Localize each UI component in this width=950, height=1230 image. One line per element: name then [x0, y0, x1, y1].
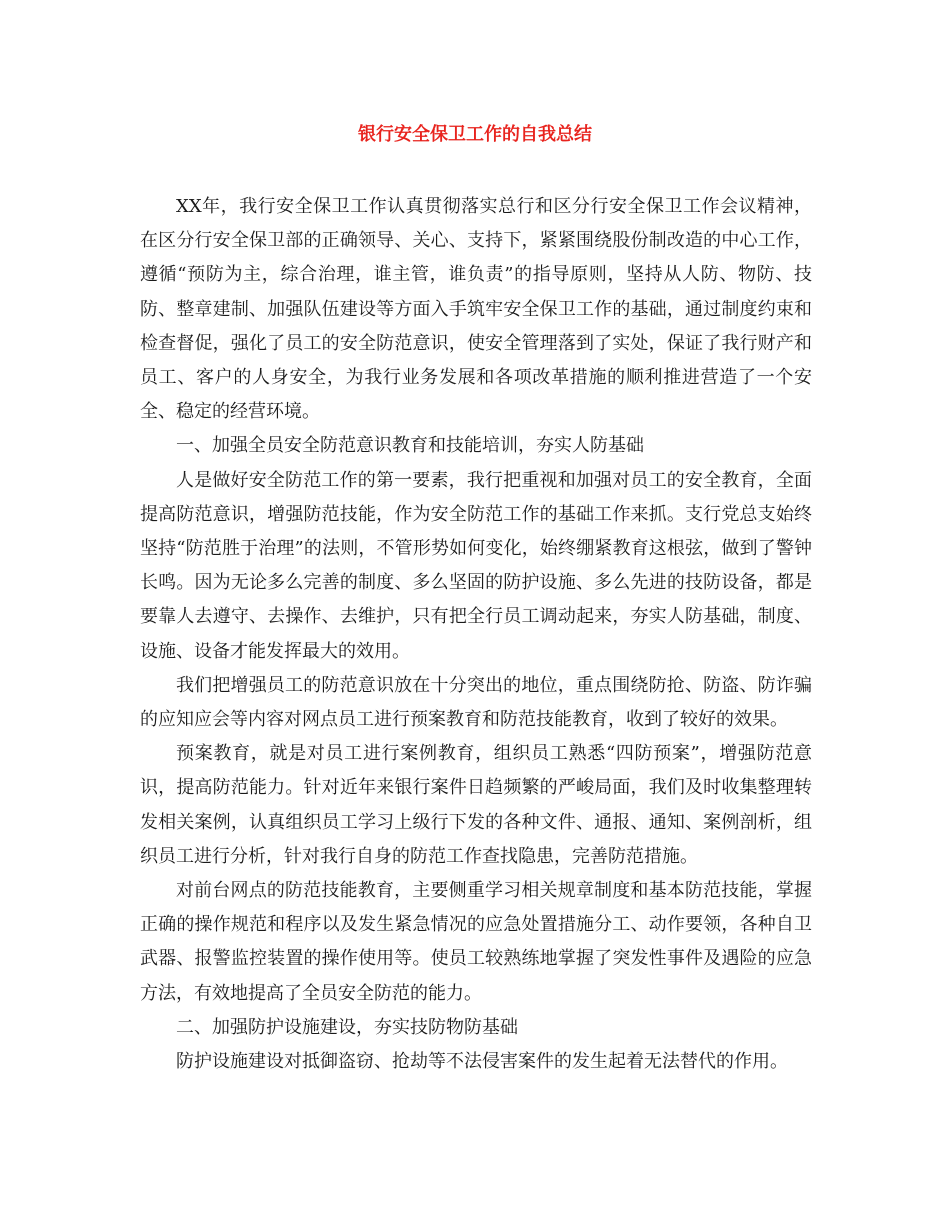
paragraph: 对前台网点的防范技能教育，主要侧重学习相关规章制度和基本防范技能，掌握正确的操作规范和程序以及发生紧急情况的应急处置措施分工、动作要领，各种自卫武器、报警监控装置的操作使用等。使员工较熟练地掌握了突发性事件及遇险的应急方法，有效地提高了全员安全防范的能力。: [140, 880, 812, 1004]
document-body: [140, 190, 812, 1079]
paragraph: 预案教育，就是对员工进行案例教育，组织员工熟悉“四防预案”，增强防范意识，提高防范能力。针对近年来银行案件日趋频繁的严峻局面，我们及时收集整理转发相关案例，认真组织员工学习上级行下发的各种文件、通报、通知、案例剖析，组织员工进行分析，针对我行自身的防范工作查找隐患，完善防范措施。: [140, 743, 812, 867]
paragraph: 我们把增强员工的防范意识放在十分突出的地位，重点围绕防抢、防盗、防诈骗的应知应会等内容对网点员工进行预案教育和防范技能教育，收到了较好的效果。: [140, 674, 812, 731]
paragraph-intro: XX年，我行安全保卫工作认真贯彻落实总行和区分行安全保卫工作会议精神，在区分行安全保卫部的正确领导、关心、支持下，紧紧围绕股份制改造的中心工作，遵循“预防为主，综合治理，谁主管，谁负责”的指导原则，坚持从人防、物防、技防、整章建制、加强队伍建设等方面入手筑牢安全保卫工作的基础，通过制度约束和检查督促，强化了员工的安全防范意识，使安全管理落到了实处，保证了我行财产和员工、客户的人身安全，为我行业务发展和各项改革措施的顺利推进营造了一个安全、稳定的经营环境。: [140, 196, 812, 423]
section-heading-1: 一、加强全员安全防范意识教育和技能培训，夯实人防基础: [176, 435, 644, 457]
section-heading-2: 二、加强防护设施建设，夯实技防物防基础: [176, 1016, 518, 1038]
paragraph: 防护设施建设对抵御盗窃、抢劫等不法侵害案件的发生起着无法替代的作用。: [176, 1051, 788, 1073]
document-title: 银行安全保卫工作的自我总结: [358, 124, 592, 145]
paragraph: 人是做好安全防范工作的第一要素，我行把重视和加强对员工的安全教育，全面提高防范意识，增强防范技能，作为安全防范工作的基础工作来抓。支行党总支始终坚持“防范胜于治理”的法则，不管形势如何变化，始终绷紧教育这根弦，做到了警钟长鸣。因为无论多么完善的制度、多么坚固的防护设施、多么先进的技防设备，都是要靠人去遵守、去操作、去维护，只有把全行员工调动起来，夯实人防基础，制度、设施、设备才能发挥最大的效用。: [140, 469, 812, 662]
